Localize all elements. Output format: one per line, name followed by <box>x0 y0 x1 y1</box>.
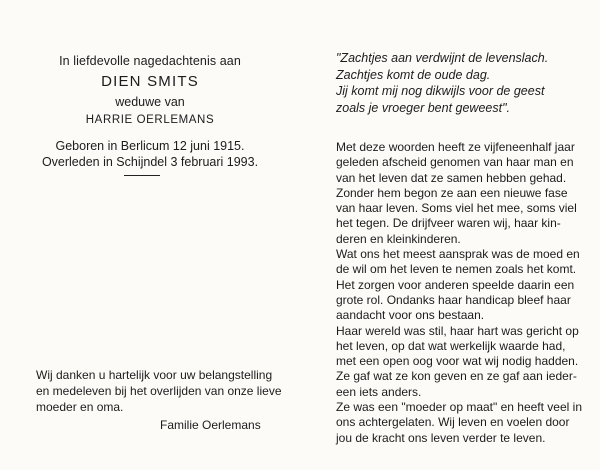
text-line: ons achtergelaten. Wij leven en voelen door <box>336 415 570 430</box>
poem-line: Zachtjes komt de oude dag. <box>336 67 491 82</box>
poem-line: Jij komt mij nog dikwijls voor de geest <box>336 84 545 98</box>
thanks-line: Wij danken u hartelijk voor uw belangstelling <box>36 368 273 382</box>
poem <box>336 50 591 116</box>
text-line: Zonder hem begon ze aan een nieuwe fase <box>336 185 568 200</box>
text-line: van haar leven. Soms viel het mee, soms viel <box>336 201 577 216</box>
text-line: aandacht voor ons bestaan. <box>336 308 485 323</box>
text-line: Met deze woorden heeft ze vijfeneenhalf jaar <box>336 140 575 154</box>
text-line: jou de kracht ons leven verder te leven. <box>336 430 546 445</box>
text-line: Wat ons het meest aansprak was de moed en <box>336 247 580 262</box>
text-line: Ze gaf wat ze kon geven en ze gaf aan ieder- <box>336 369 577 384</box>
text-line: grote rol. Ondanks haar handicap bleef haar <box>336 292 571 307</box>
family-signature: Familie Oerlemans <box>160 418 261 432</box>
text-line: van het leven dat ze samen hebben gehad. <box>336 170 567 185</box>
text-line: de wil om het leven te nemen zoals het komt. <box>336 262 577 277</box>
text-line: Het zorgen voor anderen speelde daarin een <box>336 277 575 292</box>
text-line: Haar wereld was stil, haar hart was gericht op <box>336 323 579 338</box>
thanks-line: moeder en oma. <box>36 400 124 414</box>
text-line: Ze was een "moeder op maat" en heeft veel in <box>336 400 582 415</box>
right-page <box>300 0 600 470</box>
divider-line <box>124 175 160 176</box>
text-line: deren en kleinkinderen. <box>336 231 461 246</box>
thanks-line: en medeleven bij het overlijden van onze lieve <box>36 384 282 398</box>
text-line: met een open oog voor wat wij nodig hadden. <box>336 354 579 369</box>
intro-line: In liefdevolle nagedachtenis aan <box>59 54 241 68</box>
deceased-name: DIEN SMITS <box>101 73 199 90</box>
text-line: het leven, op dat wat werkelijk waarde had, <box>336 338 566 353</box>
text-line: geleden afscheid genomen van haar man en <box>336 155 574 170</box>
widow-of-line: weduwe van <box>115 95 185 109</box>
text-line: het tegen. De drijfveer waren wij, haar kin- <box>336 216 561 231</box>
husband-name: HARRIE OERLEMANS <box>85 114 215 126</box>
text-line: een iets anders. <box>336 384 422 399</box>
death-line: Overleden in Schijndel 3 februari 1993. <box>41 155 259 169</box>
poem-line: "Zachtjes aan verdwijnt de levenslach. <box>336 51 549 65</box>
memorial-text <box>336 140 586 446</box>
poem-line: zoals je vroeger bent geweest". <box>336 100 510 115</box>
birth-line: Geboren in Berlicum 12 juni 1915. <box>55 139 245 153</box>
thanks-paragraph <box>36 367 286 415</box>
